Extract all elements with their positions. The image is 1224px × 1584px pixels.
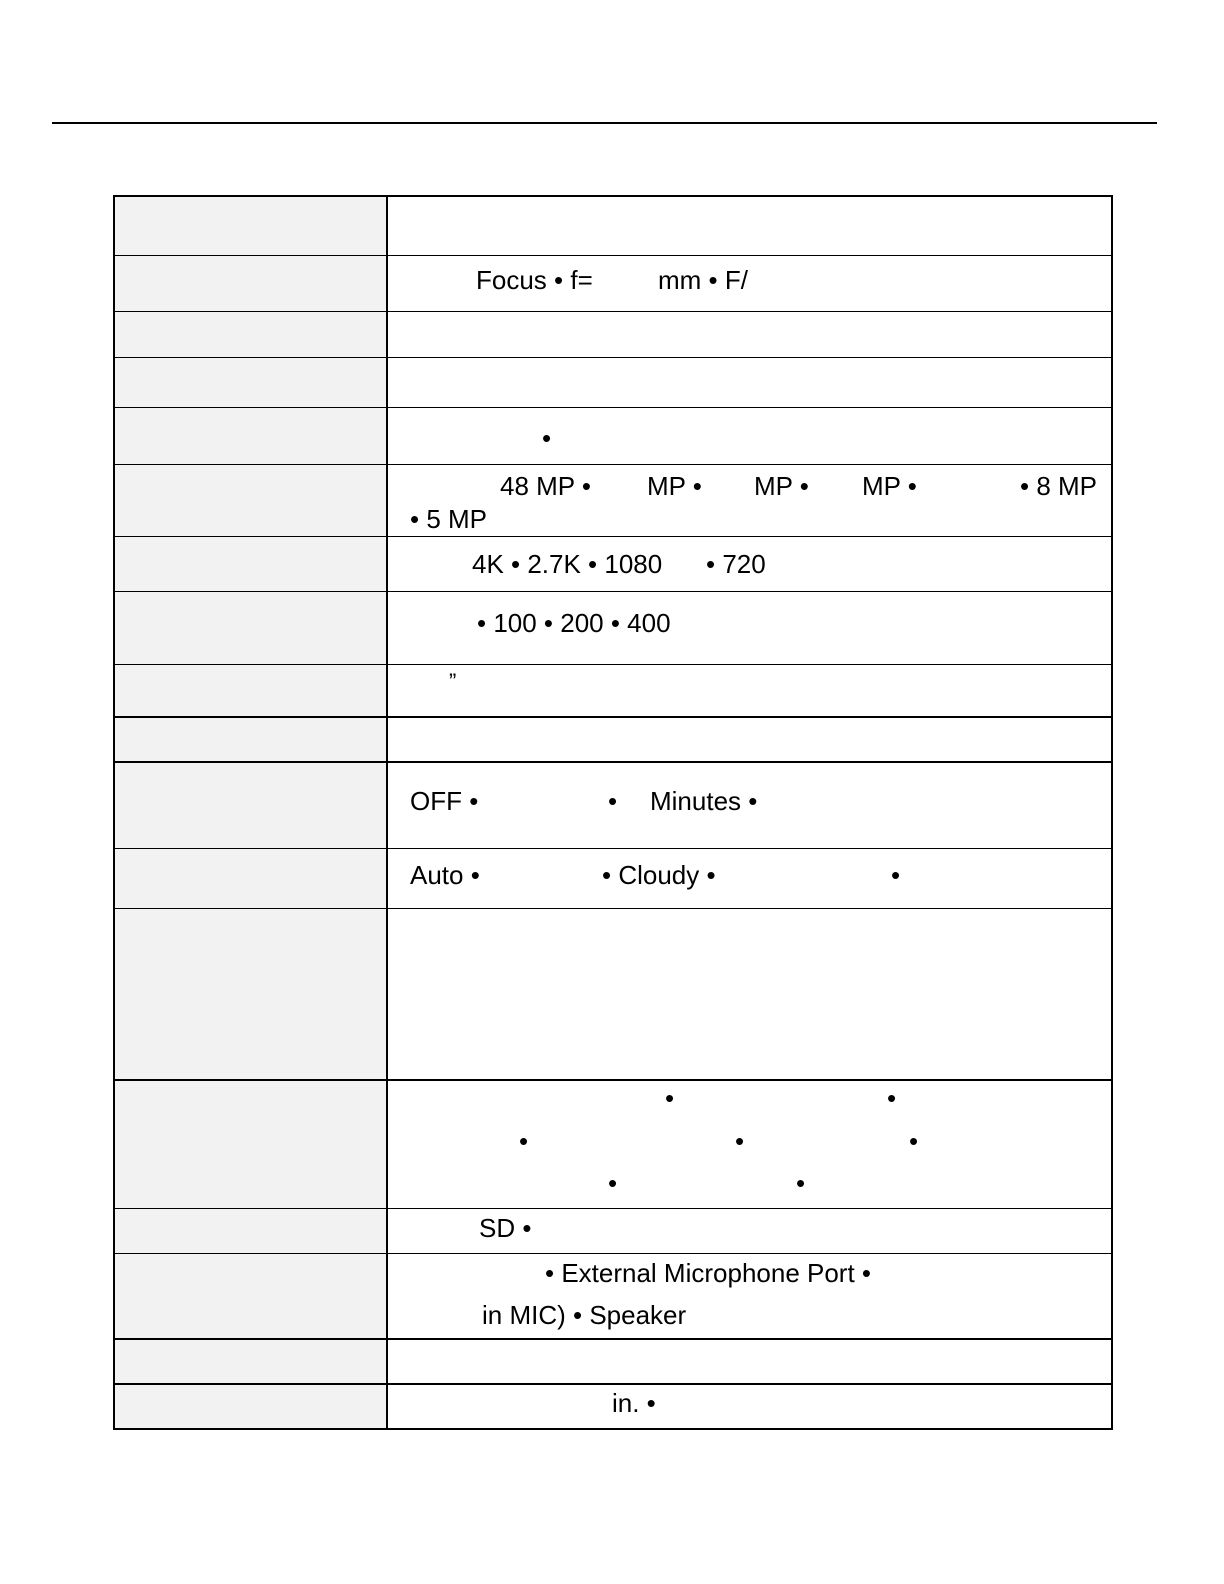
table-row — [115, 1340, 1111, 1385]
header-rule — [52, 122, 1157, 124]
table-row — [115, 256, 1111, 312]
row-value-cell — [388, 1385, 1111, 1428]
resolution-text: MP • — [647, 471, 702, 501]
audio-text: in MIC) • Speaker — [482, 1300, 687, 1330]
table-row — [115, 718, 1111, 763]
row-value-cell — [388, 718, 1111, 761]
row-value-cell — [388, 256, 1111, 311]
resolution-text: • 8 MP — [1020, 471, 1098, 501]
table-row — [115, 1385, 1111, 1428]
table-row — [115, 537, 1111, 592]
row-label-cell — [115, 718, 388, 761]
row-label-cell — [115, 1081, 388, 1208]
auto-off-text: • — [608, 786, 618, 816]
table-row — [115, 312, 1111, 358]
video-resolution-text: • 720 — [706, 549, 766, 579]
bullet-text: • — [887, 1083, 897, 1113]
row-value-cell — [388, 849, 1111, 908]
row-label-cell — [115, 537, 388, 591]
auto-off-text: OFF • — [410, 786, 479, 816]
row-value-cell — [388, 465, 1111, 536]
row-value-cell — [388, 763, 1111, 848]
row-label-cell — [115, 849, 388, 908]
row-label-cell — [115, 1385, 388, 1428]
resolution-text: • 5 MP — [410, 504, 488, 534]
resolution-text: MP • — [862, 471, 917, 501]
auto-off-text: Minutes • — [650, 786, 758, 816]
bullet-text: • — [665, 1083, 675, 1113]
row-value-cell — [388, 408, 1111, 464]
white-balance-text: • Cloudy • — [602, 860, 716, 890]
row-label-cell — [115, 909, 388, 1079]
table-row — [115, 197, 1111, 256]
resolution-text: MP • — [754, 471, 809, 501]
row-label-cell — [115, 592, 388, 664]
row-label-cell — [115, 763, 388, 848]
storage-text: SD • — [479, 1213, 532, 1243]
audio-text: • External Microphone Port • — [545, 1258, 872, 1288]
table-row — [115, 358, 1111, 408]
table-row — [115, 408, 1111, 465]
spec-table — [113, 195, 1113, 1430]
table-row — [115, 763, 1111, 849]
bullet-text: • — [542, 423, 552, 453]
iso-text: • 100 • 200 • 400 — [477, 608, 671, 638]
row-value-cell — [388, 592, 1111, 664]
table-row — [115, 592, 1111, 665]
row-value-cell — [388, 358, 1111, 407]
row-label-cell — [115, 1209, 388, 1253]
table-row — [115, 909, 1111, 1081]
quote-mark-text: ” — [449, 669, 457, 694]
bullet-text: • — [796, 1168, 806, 1198]
row-value-cell — [388, 197, 1111, 255]
dimensions-text: in. • — [612, 1388, 656, 1418]
row-label-cell — [115, 358, 388, 407]
white-balance-text: Auto • — [410, 860, 480, 890]
bullet-text: • — [909, 1126, 919, 1156]
row-label-cell — [115, 465, 388, 536]
resolution-text: 48 MP • — [500, 471, 591, 501]
lens-aperture-text: mm • F/ — [658, 265, 748, 295]
table-row — [115, 665, 1111, 718]
row-value-cell — [388, 1254, 1111, 1338]
row-value-cell — [388, 1340, 1111, 1383]
row-value-cell — [388, 909, 1111, 1079]
table-row — [115, 849, 1111, 909]
table-row — [115, 1209, 1111, 1254]
bullet-text: • — [735, 1126, 745, 1156]
table-row — [115, 465, 1111, 537]
row-label-cell — [115, 312, 388, 357]
bullet-text: • — [519, 1126, 529, 1156]
row-value-cell — [388, 665, 1111, 716]
white-balance-text: • — [891, 860, 901, 890]
bullet-text: • — [608, 1168, 618, 1198]
row-label-cell — [115, 408, 388, 464]
row-value-cell — [388, 1081, 1111, 1208]
lens-focus-text: Focus • f= — [476, 265, 593, 295]
row-value-cell — [388, 537, 1111, 591]
row-label-cell — [115, 256, 388, 311]
row-label-cell — [115, 665, 388, 716]
video-resolution-text: 4K • 2.7K • 1080 — [472, 549, 663, 579]
row-label-cell — [115, 1340, 388, 1383]
row-value-cell — [388, 312, 1111, 357]
table-row — [115, 1081, 1111, 1209]
row-label-cell — [115, 1254, 388, 1338]
table-row — [115, 1254, 1111, 1340]
row-label-cell — [115, 197, 388, 255]
row-value-cell — [388, 1209, 1111, 1253]
